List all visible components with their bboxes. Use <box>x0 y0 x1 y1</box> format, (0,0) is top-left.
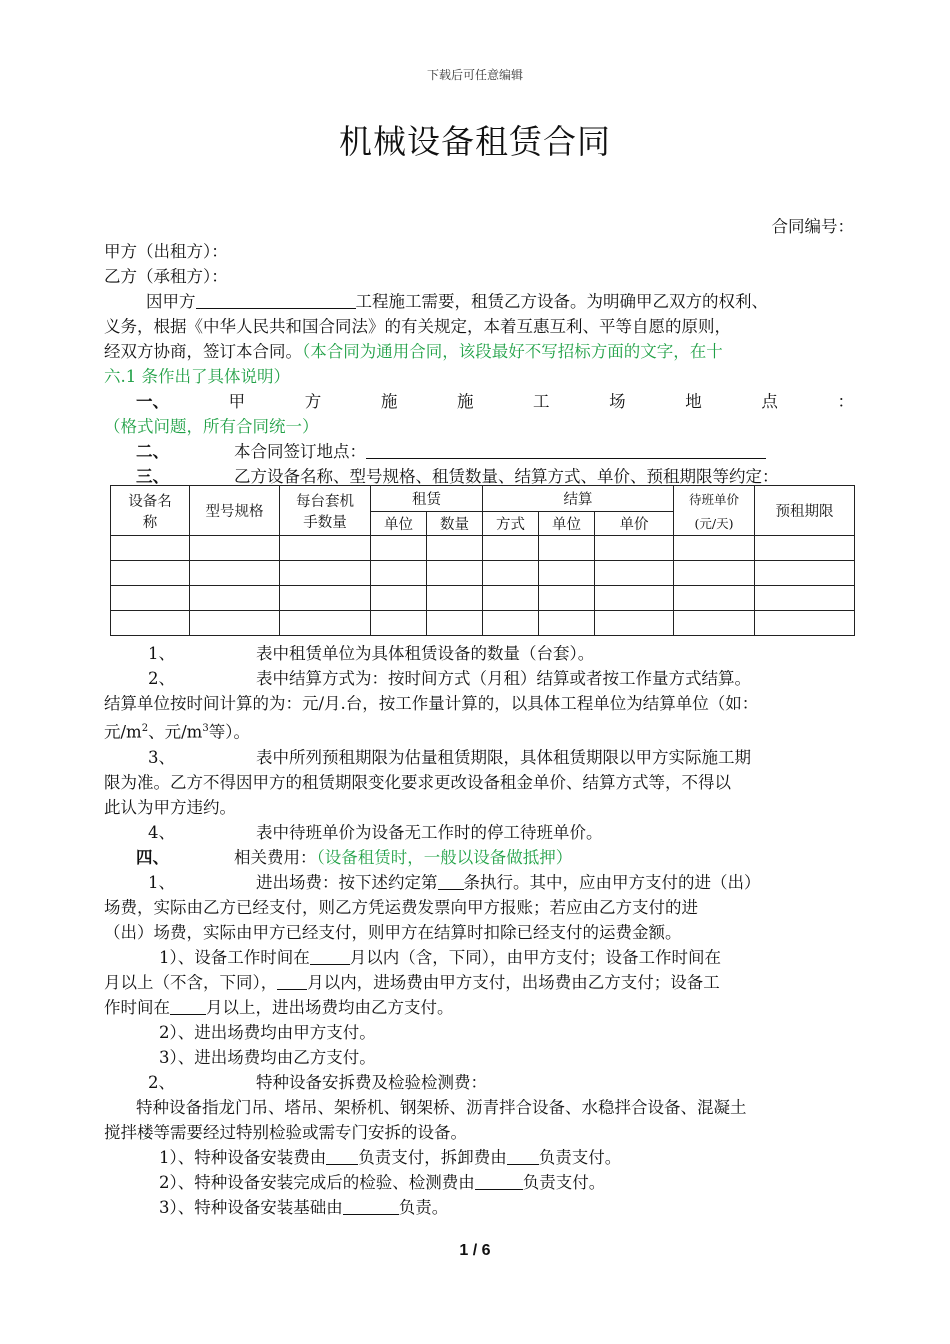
page-title: 机械设备租赁合同 <box>339 122 611 161</box>
foundation-responsible-blank[interactable] <box>343 1196 399 1215</box>
table-row <box>111 536 855 561</box>
header-sets: 每台套机 手数量 <box>280 486 371 536</box>
clause-number-blank[interactable] <box>438 871 464 890</box>
note-2-line-3: 元$/m^2$、元$/m^3$等）。 <box>104 722 250 742</box>
fee-2-heading: 2、 特种设备安拆费及检验检测费： <box>148 1072 487 1092</box>
inspection-payer-blank[interactable] <box>475 1171 523 1190</box>
project-name-blank[interactable] <box>196 290 356 309</box>
party-b: 乙方（承租方）： <box>104 267 228 286</box>
fee-2-line-2: 搅拌楼等需要经过特别检验或需专门安拆的设备。 <box>104 1122 467 1142</box>
fee-1-line-1: 1、 进出场费：按下述约定第 条执行。其中，应由甲方支付的进（出） <box>148 872 761 892</box>
header-equipment-name: 设备名 称 <box>111 486 190 536</box>
header-note: 下载后可任意编辑 <box>426 68 523 82</box>
intro-line-4: 六.1 条作出了具体说明） <box>104 367 290 386</box>
table-row <box>111 561 855 586</box>
dismantle-payer-blank[interactable] <box>507 1146 539 1165</box>
note-3-line-1: 3、 表中所列预租期限为估量租赁期限，具体租赁期限以甲方实际施工期 <box>148 747 751 767</box>
note-4: 4、 表中待班单价为设备无工作时的停工待班单价。 <box>148 822 603 842</box>
header-settle-unit: 单位 <box>539 512 595 536</box>
months-blank-1[interactable] <box>310 946 350 965</box>
fee-1-line-3: （出）场费，实际由甲方已经支付，则甲方在结算时扣除已经支付的运费金额。 <box>104 922 682 942</box>
section-3: 三、 乙方设备名称、型号规格、租赁数量、结算方式、单价、预租期限等约定： <box>136 467 779 486</box>
header-model: 型号规格 <box>190 486 280 536</box>
equipment-table-wrapper <box>110 485 855 636</box>
contract-body <box>104 214 854 489</box>
install-payer-blank[interactable] <box>326 1146 358 1165</box>
section-2: 二、 本合同签订地点： <box>104 439 854 464</box>
intro-line-1: 因甲方 工程施工需要，租赁乙方设备。为明确甲乙双方的权利、 <box>146 292 768 311</box>
note-2-line-1: 2、 表中结算方式为：按时间方式（月租）结算或者按工作量方式结算。 <box>148 669 751 688</box>
fee-2-line-1: 特种设备指龙门吊、塔吊、架桥机、钢架桥、沥青拌合设备、水稳拌合设备、混凝土 <box>136 1097 747 1117</box>
header-period: 预租期限 <box>755 486 855 536</box>
note-2-line-2: 结算单位按时间计算的为：元/月.台，按工作量计算的，以具体工程单位为结算单位（如： <box>104 694 759 713</box>
contract-number-label: 合同编号： <box>771 217 854 236</box>
header-settlement: 结算 <box>483 486 674 512</box>
fee-option-3: 3）、进出场费均由乙方支付。 <box>159 1047 376 1067</box>
signing-place-blank[interactable] <box>366 440 766 459</box>
party-a: 甲方（出租方）： <box>104 242 228 261</box>
fee-option-2: 2）、进出场费均由甲方支付。 <box>159 1022 376 1042</box>
section-1-note: （格式问题，所有合同统一） <box>104 417 319 436</box>
special-item-3: 3）、特种设备安装基础由 负责。 <box>159 1197 449 1217</box>
page-number: 1 / 6 <box>459 1242 491 1259</box>
equipment-table <box>110 485 855 636</box>
months-blank-3[interactable] <box>170 996 206 1015</box>
header-lease-qty: 数量 <box>427 512 483 536</box>
intro-line-3: 经双方协商，签订本合同。（本合同为通用合同，该段最好不写招标方面的文字，在十 <box>104 342 723 361</box>
fee-1-line-2: 场费，实际由乙方已经支付，则乙方凭运费发票向甲方报账；若应由乙方支付的进 <box>104 897 698 917</box>
special-item-1: 1）、特种设备安装费由 负责支付，拆卸费由 负责支付。 <box>159 1147 622 1167</box>
header-standby-price: 待班单价 (元/天) <box>674 486 755 536</box>
table-row <box>111 586 855 611</box>
fee-option-1-line-1: 1）、设备工作时间在 月以内（含，下同），由甲方支付；设备工作时间在 <box>159 947 721 967</box>
header-lease: 租赁 <box>371 486 483 512</box>
table-row <box>111 611 855 636</box>
contract-body-continued <box>104 641 854 1220</box>
header-settle-method: 方式 <box>483 512 539 536</box>
intro-line-2: 义务，根据《中华人民共和国合同法》的有关规定，本着互惠互利、平等自愿的原则， <box>104 317 731 336</box>
note-1: 1、 表中租赁单位为具体租赁设备的数量（台套）。 <box>148 644 595 663</box>
section-4-heading: 四、 相关费用：（设备租赁时，一般以设备做抵押） <box>136 847 573 867</box>
fee-option-1-line-3: 作时间在 月以上，进出场费均由乙方支付。 <box>104 997 454 1017</box>
special-item-2: 2）、特种设备安装完成后的检验、检测费由 负责支付。 <box>159 1172 606 1192</box>
header-settle-price: 单价 <box>595 512 674 536</box>
header-lease-unit: 单位 <box>371 512 427 536</box>
note-3-line-2: 限为准。乙方不得因甲方的租赁期限变化要求更改设备租金单价、结算方式等，不得以 <box>104 772 731 792</box>
fee-option-1-line-2: 月以上（不含，下同）， 月以内，进场费由甲方支付，出场费由乙方支付；设备工 <box>104 972 720 992</box>
section-1-heading: 一、 甲 方 施 施 工 场 地 点 ： <box>136 392 854 411</box>
months-blank-2[interactable] <box>277 971 307 990</box>
note-3-line-3: 此认为甲方违约。 <box>104 797 236 817</box>
